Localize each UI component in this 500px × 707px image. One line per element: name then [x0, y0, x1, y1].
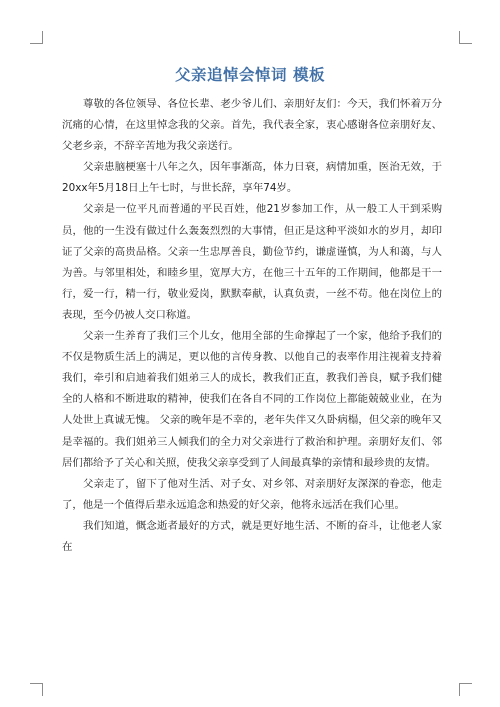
crop-mark-top-left	[30, 31, 43, 44]
document-body	[62, 94, 442, 558]
crop-mark-bottom-left	[30, 683, 43, 696]
paragraph-family: 父亲一生养育了我们三个儿女，他用全部的生命撑起了一个家，他给予我们的不仅是物质生活上的满足，更以他的言传身教、以他自己的表率作用注视着支持着我们，牵引和启迪着我们姐弟三人的成长，教我们正直，教我们善良，赋予我们健全的人格和不断进取的精神，使我们在各自不同的工作岗位上都能兢兢业业，在为人处世上真诚无愧。 父亲的晚年是不幸的，老年失伴又久卧病榻，但父亲的晚年又是幸福的。我们姐弟三人倾我们的全力对父亲进行了救治和护理。亲朋好友们、邻居们都给予了关心和关照，使我父亲享受到了人间最真挚的亲情和最珍贵的友情。	[62, 330, 442, 469]
crop-mark-bottom-right	[459, 683, 472, 696]
paragraph-greeting: 尊敬的各位领导、各位长辈、老少爷儿们、亲朋好友们：今天，我们怀着万分沉痛的心情，在这里悼念我的父亲。首先，我代表全家，衷心感谢各位亲朋好友、父老乡亲，不辞辛苦地为我父亲送行。	[62, 98, 442, 153]
crop-mark-top-right	[459, 31, 472, 44]
paragraph-character: 父亲是一位平凡而普通的平民百姓，他21岁参加工作，从一般工人干到采购员，他的一生没有做过什么轰轰烈烈的大事情，但正是这种平淡如水的岁月，却印证了父亲的高贵品格。父亲一生忠厚善良，勤俭节约，谦虚谨慎，为人和蔼，与人为善。与邻里相处，和睦乡里，宽厚大方，在他三十五年的工作期间，他都是干一行，爱一行，精一行，敬业爱岗，默默奉献，认真负责，一丝不苟。他在岗位上的表现，至今仍被人交口称道。	[62, 203, 442, 321]
paragraph-farewell: 父亲走了，留下了他对生活、对子女、对乡邻、对亲朋好友深深的眷恋，他走了，他是一个值得后辈永远追念和热爱的好父亲，他将永远活在我们心里。	[62, 477, 442, 511]
paragraph-passing: 父亲患脑梗塞十八年之久，因年事渐高，体力日衰，病情加重，医治无效，于20xx年5月18日上午七时，与世长辞，享年74岁。	[62, 161, 442, 195]
paragraph-closing: 我们知道，慨念逝者最好的方式，就是更好地生活、不断的奋斗，让他老人家在	[62, 519, 442, 553]
document-title: 父亲追悼会悼词 模板	[175, 66, 325, 84]
